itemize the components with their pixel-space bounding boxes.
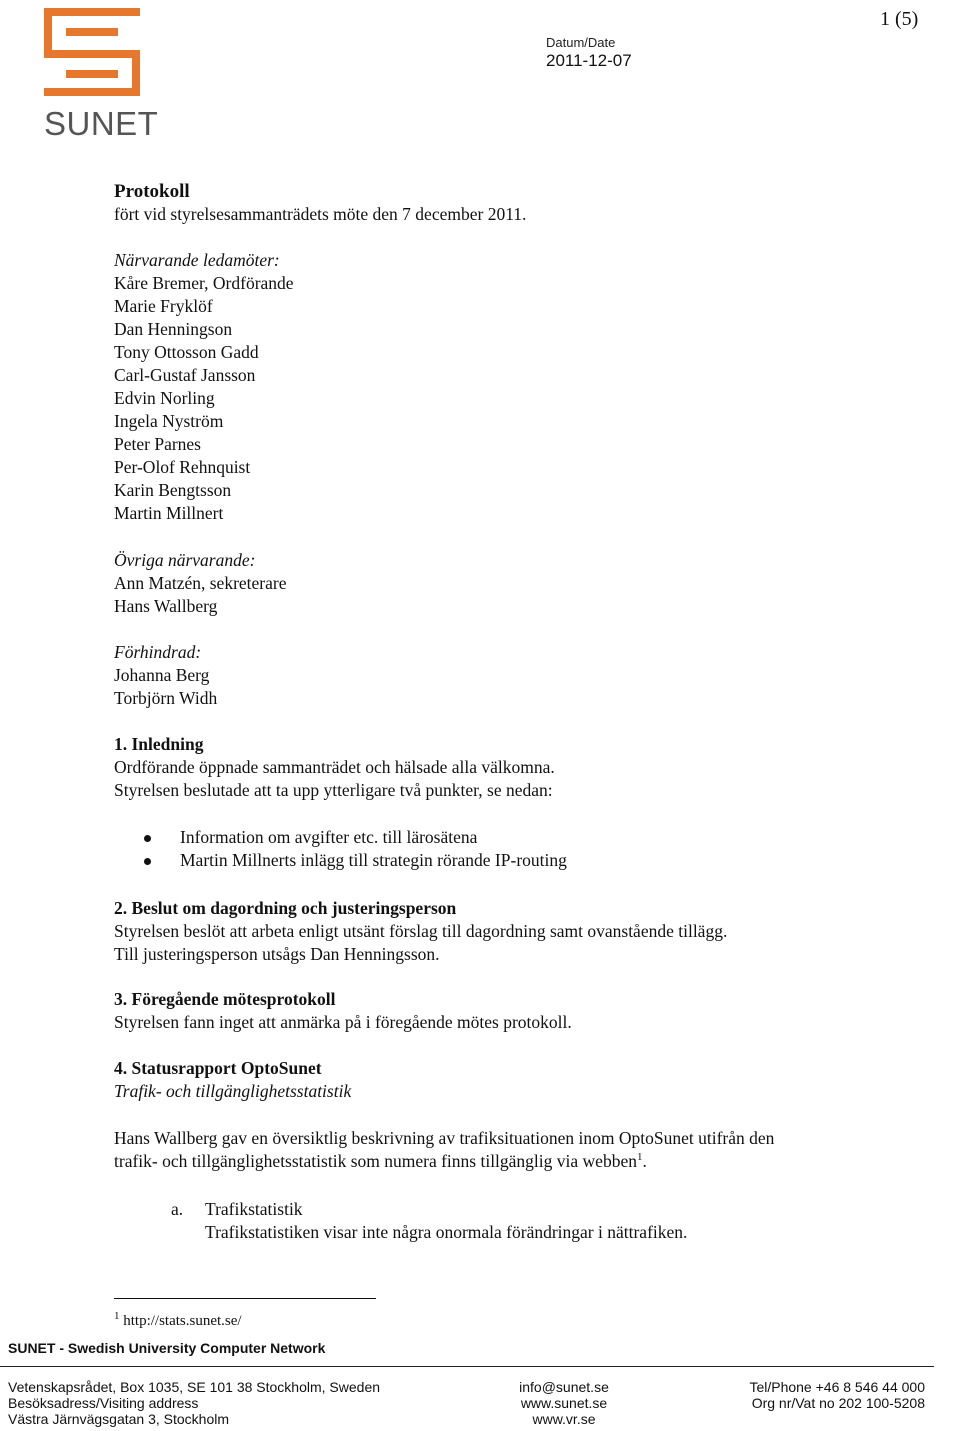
paragraph-line: Hans Wallberg gav en översiktlig beskrivning av trafiksituationen inom OptoSunet utifrån den (114, 1128, 775, 1148)
footer-email[interactable]: info@sunet.se (519, 1379, 609, 1395)
section-3 (114, 988, 894, 1034)
section-4-paragraph (114, 1127, 894, 1173)
member-name: Kåre Bremer, Ordförande (114, 273, 294, 293)
footer-orgnr-line: Org nr/Vat no 202 100-5208 (751, 1395, 925, 1411)
document-title-block (114, 180, 894, 226)
member-name: Karin Bengtsson (114, 480, 232, 500)
section-text: Styrelsen beslutade att ta upp ytterligare två punkter, se nedan: (114, 780, 553, 800)
bullet-text: Martin Millnerts inlägg till strategin rörande IP-routing (180, 850, 567, 870)
bullet-icon (144, 858, 151, 865)
other-person: Hans Wallberg (114, 596, 218, 616)
footnote-link[interactable]: http://stats.sunet.se/ (123, 1313, 242, 1329)
logo-text: SUNET (44, 105, 159, 142)
section-text: Styrelsen beslöt att arbeta enligt utsänt förslag till dagordning samt ovanstående tillägg. (114, 921, 728, 941)
sunet-logo-mark-icon (44, 8, 140, 96)
present-heading: Närvarande ledamöter: (114, 250, 280, 270)
footnote-divider (114, 1298, 376, 1299)
paragraph-text: trafik- och tillgänglighetsstatistik som numera finns tillgänglig via webben (114, 1151, 637, 1171)
bullet-icon (144, 835, 151, 842)
other-person: Ann Matzén, sekreterare (114, 573, 287, 593)
section-2 (114, 897, 894, 966)
footer-contact (518, 1379, 610, 1427)
section-4 (114, 1057, 894, 1103)
footnote-ref[interactable]: 1 (636, 1151, 643, 1164)
footnote (114, 1310, 242, 1333)
footer-address-line: Besöksadress/Visiting address (8, 1395, 199, 1411)
section-text: Till justeringsperson utsågs Dan Henningsson. (114, 944, 440, 964)
section-text: Styrelsen fann inget att anmärka på i föregående mötes protokoll. (114, 1012, 572, 1032)
member-name: Tony Ottosson Gadd (114, 342, 259, 362)
paragraph-line-with-footnote (114, 1150, 894, 1173)
page-number: 1 (5) (880, 8, 919, 30)
date-value: 2011-12-07 (546, 51, 632, 70)
bullet-item (114, 849, 894, 872)
section-heading: 3. Föregående mötesprotokoll (114, 989, 336, 1009)
absent-person: Johanna Berg (114, 665, 210, 685)
section-1-bullets (114, 826, 894, 872)
absent-heading: Förhindrad: (114, 642, 202, 662)
sub-item-text: Trafikstatistiken visar inte några onormala förändringar i nättrafiken. (205, 1222, 688, 1242)
absent-block (114, 641, 894, 710)
present-members-block (114, 249, 894, 525)
member-name: Dan Henningson (114, 319, 233, 339)
footer-address-line: Västra Järnvägsgatan 3, Stockholm (8, 1411, 230, 1427)
footer-website[interactable]: www.vr.se (532, 1411, 596, 1427)
footer-phone (730, 1379, 925, 1411)
sub-item-title: Trafikstatistik (205, 1199, 303, 1219)
sub-item (205, 1198, 905, 1244)
member-name: Carl-Gustaf Jansson (114, 365, 256, 385)
member-name: Martin Millnert (114, 503, 224, 523)
member-name: Marie Fryklöf (114, 296, 213, 316)
section-heading: 2. Beslut om dagordning och justeringsperson (114, 898, 457, 918)
date-label-text: Datum/Date (546, 35, 616, 50)
footer-address-line: Vetenskapsrådet, Box 1035, SE 101 38 Stockholm, Sweden (8, 1379, 381, 1395)
member-name: Edvin Norling (114, 388, 215, 408)
bullet-text: Information om avgifter etc. till lärosätena (180, 827, 478, 847)
footer-website[interactable]: www.sunet.se (520, 1395, 608, 1411)
footnote-number: 1 (114, 1310, 120, 1322)
section-heading: 1. Inledning (114, 734, 204, 754)
footer-address (8, 1379, 380, 1427)
list-marker: a. (171, 1199, 184, 1219)
others-heading: Övriga närvarande: (114, 550, 256, 570)
section-text: Ordförande öppnade sammanträdet och hälsade alla välkomna. (114, 757, 555, 777)
member-name: Peter Parnes (114, 434, 201, 454)
member-name: Ingela Nyström (114, 411, 224, 431)
paragraph-end: . (642, 1151, 647, 1171)
footer-phone-line: Tel/Phone +46 8 546 44 000 (749, 1379, 925, 1395)
sunet-logo (44, 8, 158, 143)
document-subtitle: fört vid styrelsesammanträdets möte den 7 december 2011. (114, 204, 527, 224)
section-heading: 4. Statusrapport OptoSunet (114, 1058, 322, 1078)
section-subheading: Trafik- och tillgänglighetsstatistik (114, 1081, 352, 1101)
footer-org: SUNET - Swedish University Computer Network (8, 1340, 326, 1356)
section-1 (114, 733, 894, 802)
absent-person: Torbjörn Widh (114, 688, 218, 708)
footer-divider (0, 1366, 934, 1367)
others-present-block (114, 549, 894, 618)
document-title: Protokoll (114, 181, 190, 202)
member-name: Per-Olof Rehnquist (114, 457, 251, 477)
bullet-item (114, 826, 894, 849)
